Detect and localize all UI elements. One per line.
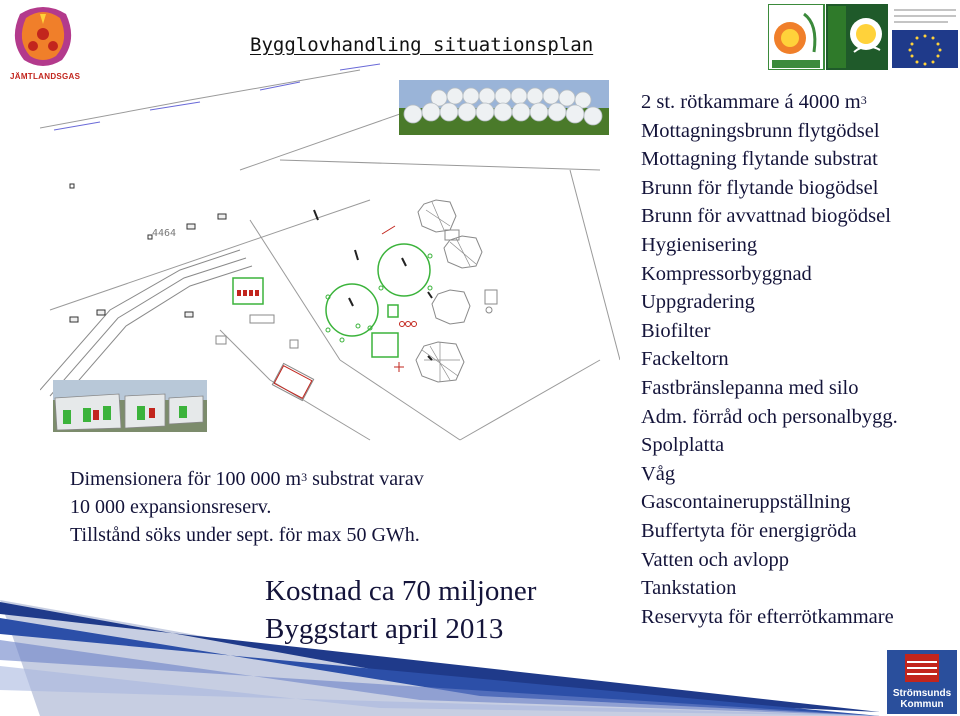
- stromsund-logo-text: Strömsunds Kommun: [892, 688, 952, 710]
- org-logo-text: JÄMTLANDSGAS: [10, 72, 81, 81]
- eu-logo: [890, 4, 960, 70]
- legend-item: Fackeltorn: [641, 348, 729, 371]
- partner-logos: [768, 4, 960, 70]
- legend-item: Vatten och avlopp: [641, 548, 790, 571]
- legend-item: Brunn för flytande biogödsel: [641, 176, 879, 199]
- legend-item: Tankstation: [641, 577, 737, 600]
- legend-item: Uppgradering: [641, 291, 755, 314]
- capacity-line-3: Tillstånd söks under sept. för max 50 GWh.: [70, 524, 420, 546]
- facility-legend: [641, 88, 956, 631]
- legend-item: Kompressorbyggnad: [641, 262, 812, 285]
- plot-label: 4464: [152, 228, 177, 239]
- legend-item: Våg: [641, 462, 676, 485]
- legend-item: Biofilter: [641, 319, 711, 342]
- start-line: Byggstart april 2013: [265, 613, 504, 645]
- legend-item: Buffertyta för energigröda: [641, 519, 857, 542]
- capacity-text: [70, 465, 424, 549]
- capacity-line-2: 10 000 expansionsreserv.: [70, 496, 272, 518]
- legend-item: Brunn för avvattnad biogödsel: [641, 205, 891, 228]
- containers-photo: [53, 380, 207, 432]
- page-title: Bygglovhandling situationsplan: [250, 34, 594, 56]
- capacity-line-1: Dimensionera för 100 000 $m^3$ substrat varav: [70, 468, 424, 490]
- cost-line: Kostnad ca 70 miljoner: [265, 575, 537, 607]
- bales-photo: [399, 80, 609, 135]
- legend-item: Hygienisering: [641, 233, 758, 256]
- legend-item: Mottagning flytande substrat: [641, 148, 878, 171]
- legend-item: Fastbränslepanna med silo: [641, 376, 859, 399]
- decorative-stripes: [0, 600, 880, 716]
- legend-item: Reservyta för efterrötkammare: [641, 605, 894, 628]
- legend-item: 2 st. rötkammare á 4000 $m^3$: [641, 91, 867, 113]
- legend-item: Spolplatta: [641, 434, 725, 457]
- feader-logo: [826, 4, 888, 70]
- legend-item: Mottagningsbrunn flytgödsel: [641, 119, 880, 142]
- legend-item: Adm. förråd och personalbygg.: [641, 405, 898, 428]
- legend-item: Gascontaineruppställning: [641, 491, 851, 514]
- leader-logo: [768, 4, 824, 70]
